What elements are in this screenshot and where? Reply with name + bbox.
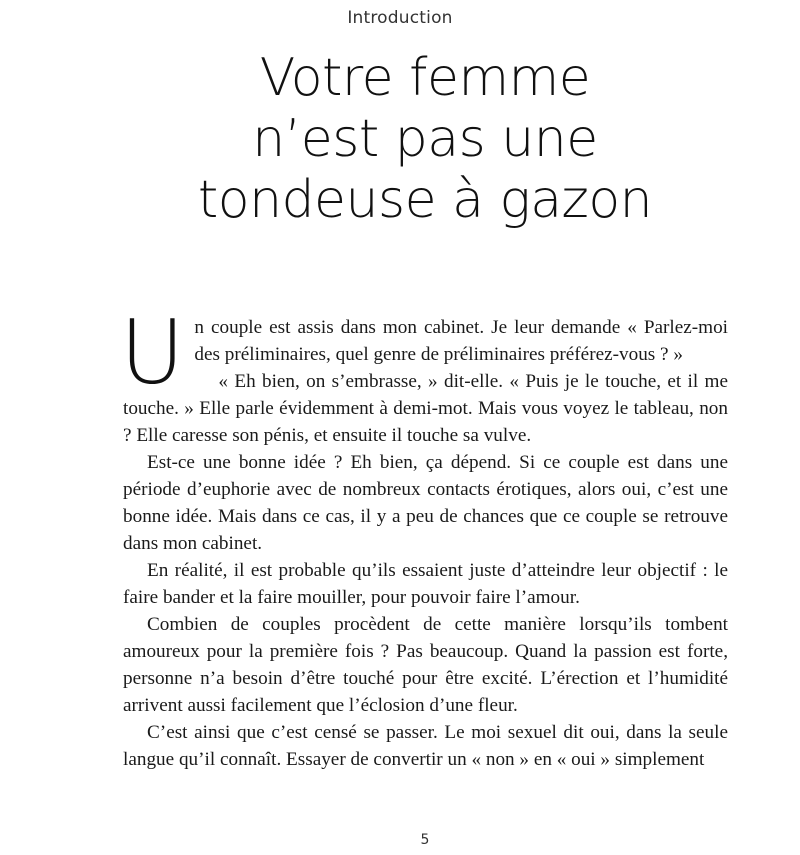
chapter-title-line: n’est pas une — [252, 109, 598, 169]
paragraph: Combien de couples procèdent de cette manière lorsqu’ils tombent amoureux pour la première fois ? Pas beaucoup. Quand la passion est forte, personne n’a besoin d’être touché pour être excité. L’érection et l’humidité arrivent aussi facilement que l’éclosion d’une fleur. — [123, 614, 728, 716]
chapter-title-line: tondeuse à gazon — [197, 170, 653, 230]
body-text — [120, 301, 728, 773]
paragraph: En réalité, il est probable qu’ils essaient juste d’atteindre leur objectif : le faire bander et la faire mouiller, pour pouvoir faire l’amour. — [123, 560, 728, 608]
page-number: 5 — [420, 832, 430, 848]
paragraph: Est-ce une bonne idée ? Eh bien, ça dépend. Si ce couple est dans une période d’euphorie avec de nombreux contacts érotiques, alors oui, c’est une bonne idée. Mais dans ce cas, il y a peu de chances que ce couple se retrouve dans mon cabinet. — [123, 452, 728, 554]
chapter-title — [0, 48, 800, 231]
paragraph: « Eh bien, on s’embrasse, » dit-elle. « Puis je le touche, et il me touche. » Elle parle évidemment à demi-mot. Mais vous voyez le tableau, non ? Elle caresse son pénis, et ensuite il touche sa vulve. — [123, 371, 728, 446]
chapter-title-line: Votre femme — [259, 48, 591, 108]
drop-cap: U — [120, 301, 185, 404]
paragraph-text: n couple est assis dans mon cabinet. Je leur demande « Parlez-moi des préliminaires, quel genre de préliminaires préférez-vous ? » — [194, 317, 728, 365]
running-head: Introduction — [347, 8, 453, 28]
paragraph — [120, 301, 728, 404]
paragraph: C’est ainsi que c’est censé se passer. Le moi sexuel dit oui, dans la seule langue qu’il connaît. Essayer de convertir un « non » en « oui » simplement — [123, 722, 728, 770]
